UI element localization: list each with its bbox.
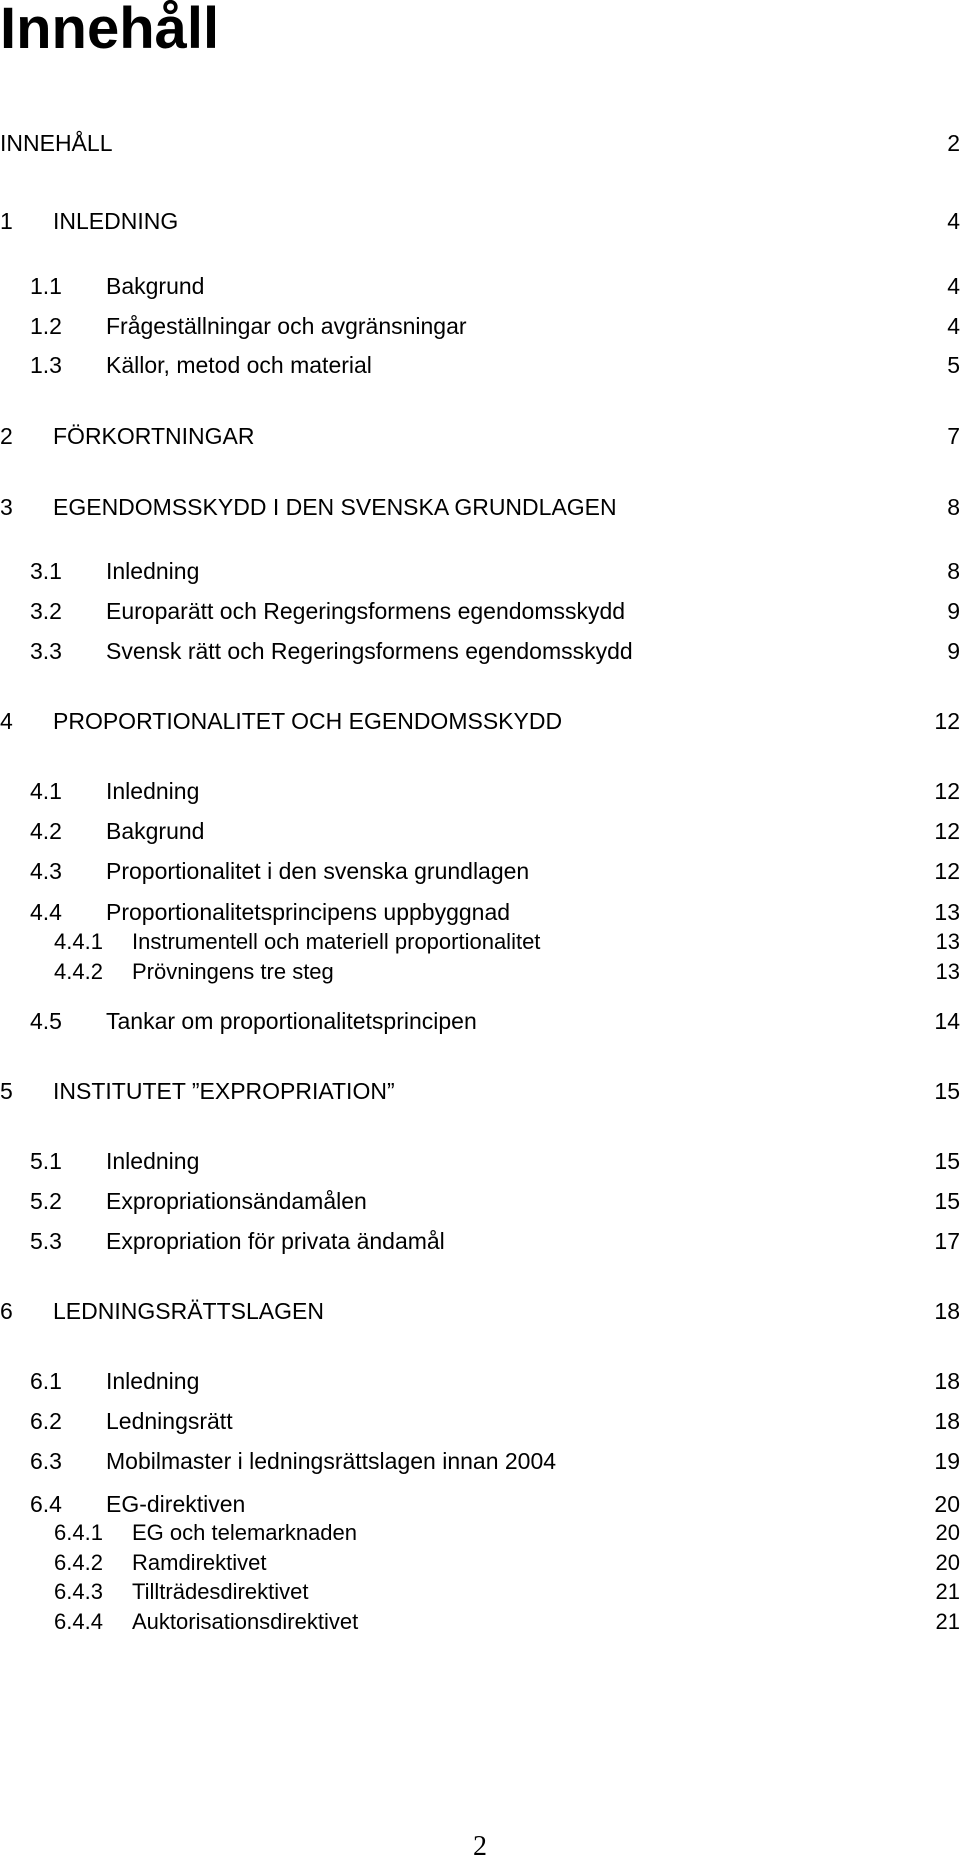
toc-entry[interactable]	[0, 1006, 960, 1036]
toc-entry-page: 21	[935, 1579, 960, 1604]
toc-entry-title: EG-direktiven	[106, 1491, 246, 1517]
toc-entry-number: 6.4	[30, 1491, 62, 1517]
toc-entry-number: 6.4.3	[54, 1579, 103, 1604]
toc-entry-title: Expropriation för privata ändamål	[106, 1228, 445, 1254]
toc-entry[interactable]	[0, 1406, 960, 1436]
toc-entry-title: Ledningsrätt	[106, 1408, 233, 1434]
toc-entry-page: 13	[934, 899, 960, 925]
toc-entry[interactable]	[0, 1548, 960, 1578]
toc-entry-title: EG och telemarknaden	[132, 1520, 358, 1545]
page-title: Innehåll	[0, 0, 220, 61]
toc-entry-page: 13	[935, 929, 960, 954]
toc-entry[interactable]	[0, 1518, 960, 1548]
toc-entry-title: Mobilmaster i ledningsrättslagen innan 2004	[106, 1448, 557, 1474]
toc-entry-number: 1.3	[30, 352, 62, 378]
toc-entry-page: 13	[935, 959, 960, 984]
toc-entry[interactable]	[0, 706, 960, 736]
toc-entry[interactable]	[0, 206, 960, 236]
toc-entry[interactable]	[0, 816, 960, 846]
toc-entry-title: Inledning	[106, 558, 200, 584]
toc-entry-number: 2	[0, 423, 13, 449]
toc-entry-number: 5.1	[30, 1148, 62, 1174]
toc-entry-page: 9	[947, 638, 960, 664]
toc-entry[interactable]	[0, 1446, 960, 1476]
page-number: 2	[473, 1831, 487, 1862]
toc-entry[interactable]	[0, 1577, 960, 1607]
toc-entry-number: 6.4.4	[54, 1609, 103, 1634]
toc-entry-title: INNEHÅLL	[0, 130, 113, 156]
toc-entry-page: 12	[934, 858, 960, 884]
toc-entry-title: EGENDOMSSKYDD I DEN SVENSKA GRUNDLAGEN	[53, 494, 617, 520]
toc-entry-page: 4	[947, 313, 960, 339]
toc-entry-page: 19	[934, 1448, 960, 1474]
toc-entry[interactable]	[0, 1489, 960, 1519]
toc-entry-number: 6	[0, 1298, 13, 1324]
toc-entry-number: 1.2	[30, 313, 62, 339]
toc-entry-page: 18	[934, 1368, 960, 1394]
toc-entry-title: Instrumentell och materiell proportionalitet	[132, 929, 541, 954]
toc-entry[interactable]	[0, 596, 960, 626]
toc-entry-number: 4.3	[30, 858, 62, 884]
toc-entry-page: 5	[947, 352, 960, 378]
toc-entry[interactable]	[0, 128, 960, 158]
toc-entry-title: Tankar om proportionalitetsprincipen	[106, 1008, 477, 1034]
toc-entry-page: 4	[947, 273, 960, 299]
toc-entry-title: LEDNINGSRÄTTSLAGEN	[53, 1298, 324, 1324]
toc-entry-title: INSTITUTET ”EXPROPRIATION”	[53, 1078, 395, 1104]
toc-entry-page: 12	[934, 708, 960, 734]
toc-entry-number: 4.2	[30, 818, 62, 844]
toc-entry-number: 1.1	[30, 273, 62, 299]
toc-entry-page: 12	[934, 818, 960, 844]
toc-entry-page: 8	[947, 558, 960, 584]
toc-entry[interactable]	[0, 1146, 960, 1176]
toc-entry-page: 14	[934, 1008, 960, 1034]
toc-entry[interactable]	[0, 776, 960, 806]
toc-entry-title: Inledning	[106, 1148, 200, 1174]
toc-entry-number: 5.3	[30, 1228, 62, 1254]
toc-entry-page: 7	[947, 423, 960, 449]
toc-entry[interactable]	[0, 311, 960, 341]
toc-entry[interactable]	[0, 271, 960, 301]
toc-entry-page: 12	[934, 778, 960, 804]
toc-entry[interactable]	[0, 1607, 960, 1637]
toc-entry-number: 4.4	[30, 899, 62, 925]
toc-entry-title: Expropriationsändamålen	[106, 1188, 367, 1214]
toc-entry-title: Källor, metod och material	[106, 352, 372, 378]
toc-entry-page: 15	[934, 1148, 960, 1174]
toc-entry-page: 15	[934, 1078, 960, 1104]
toc-entry[interactable]	[0, 492, 960, 522]
toc-entry-number: 1	[0, 208, 13, 234]
toc-entry[interactable]	[0, 1076, 960, 1106]
toc-entry-title: Svensk rätt och Regeringsformens egendomsskydd	[106, 638, 633, 664]
toc-entry-title: Bakgrund	[106, 818, 205, 844]
toc-entry-number: 5	[0, 1078, 13, 1104]
toc-entry-title: Auktorisationsdirektivet	[132, 1609, 359, 1634]
toc-entry-number: 4.1	[30, 778, 62, 804]
toc-entry-title: Prövningens tre steg	[132, 959, 334, 984]
toc-entry-page: 20	[935, 1550, 960, 1575]
toc-entry-page: 15	[934, 1188, 960, 1214]
toc-entry-number: 6.3	[30, 1448, 62, 1474]
toc-entry-page: 18	[934, 1408, 960, 1434]
toc-entry[interactable]	[0, 350, 960, 380]
toc-entry[interactable]	[0, 1186, 960, 1216]
toc-entry[interactable]	[0, 556, 960, 586]
toc-entry-page: 18	[934, 1298, 960, 1324]
toc-entry[interactable]	[0, 856, 960, 886]
toc-entry-number: 6.2	[30, 1408, 62, 1434]
toc-entry-number: 6.4.1	[54, 1520, 103, 1545]
toc-entry-title: Ramdirektivet	[132, 1550, 267, 1575]
toc-entry-page: 8	[947, 494, 960, 520]
toc-entry-number: 4.4.1	[54, 929, 103, 954]
toc-entry-title: Proportionalitetsprincipens uppbyggnad	[106, 899, 511, 925]
toc-entry-number: 3.3	[30, 638, 62, 664]
toc-entry-title: Proportionalitet i den svenska grundlagen	[106, 858, 530, 884]
toc-entry-title: Europarätt och Regeringsformens egendomsskydd	[106, 598, 626, 624]
toc-entry[interactable]	[0, 1296, 960, 1326]
toc-entry-title: Bakgrund	[106, 273, 205, 299]
toc-entry-page: 9	[947, 598, 960, 624]
toc-entry-number: 3.2	[30, 598, 62, 624]
toc-entry-number: 6.1	[30, 1368, 62, 1394]
toc-entry[interactable]	[0, 897, 960, 927]
toc-entry[interactable]	[0, 1226, 960, 1256]
toc-entry-number: 4.5	[30, 1008, 62, 1034]
toc-entry-page: 21	[935, 1609, 960, 1634]
toc-entry-page: 20	[935, 1520, 960, 1545]
toc-entry-number: 5.2	[30, 1188, 62, 1214]
toc-entry-title: Inledning	[106, 778, 200, 804]
toc-entry-number: 3	[0, 494, 13, 520]
toc-entry-number: 4.4.2	[54, 959, 103, 984]
toc-entry-title: Tillträdesdirektivet	[132, 1579, 309, 1604]
toc-entry-title: Frågeställningar och avgränsningar	[106, 313, 467, 339]
toc-entry-title: Inledning	[106, 1368, 200, 1394]
toc-entry-number: 4	[0, 708, 13, 734]
toc-entry-title: FÖRKORTNINGAR	[53, 423, 255, 449]
toc-entry-title: INLEDNING	[53, 208, 179, 234]
toc-entry[interactable]	[0, 927, 960, 957]
toc-entry-number: 6.4.2	[54, 1550, 103, 1575]
toc-entry[interactable]	[0, 1366, 960, 1396]
toc-entry-title: PROPORTIONALITET OCH EGENDOMSSKYDD	[53, 708, 563, 734]
toc-entry[interactable]	[0, 957, 960, 987]
toc-entry-page: 20	[934, 1491, 960, 1517]
toc-entry[interactable]	[0, 636, 960, 666]
toc-entry[interactable]	[0, 421, 960, 451]
toc-entry-page: 17	[934, 1228, 960, 1254]
toc-entry-number: 3.1	[30, 558, 62, 584]
toc-entry-page: 4	[947, 208, 960, 234]
toc-entry-page: 2	[947, 130, 960, 156]
